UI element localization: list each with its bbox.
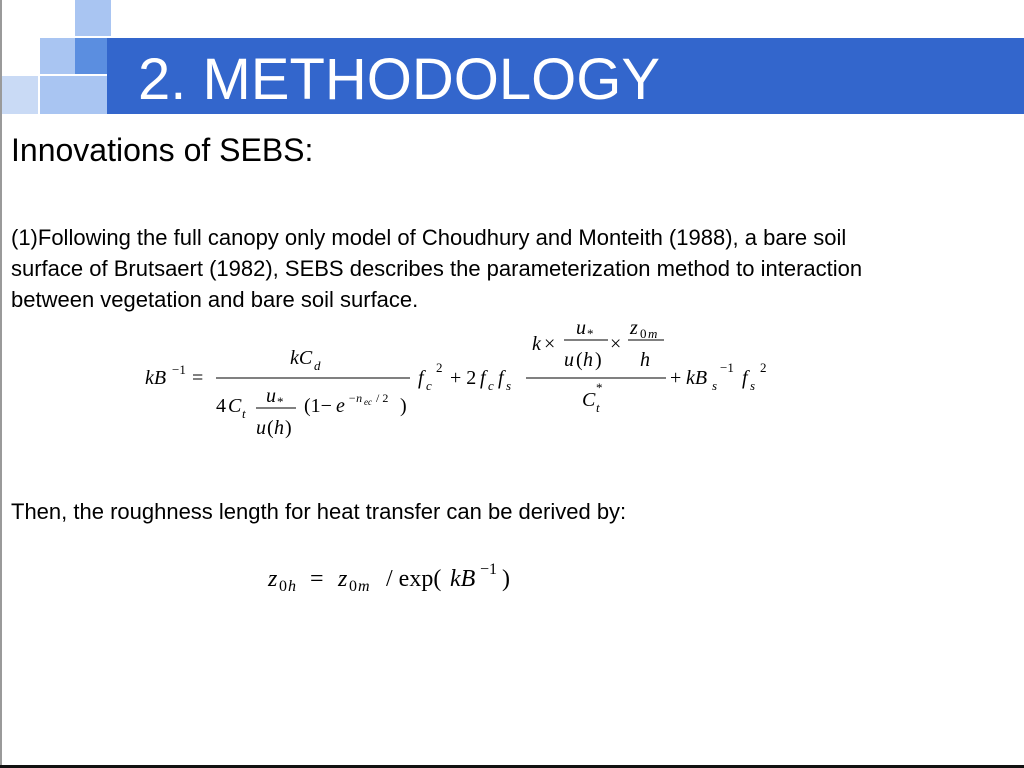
decor-square — [75, 0, 111, 36]
decor-square — [75, 76, 108, 114]
slide-left-border — [0, 0, 2, 768]
body-text-then: Then, the roughness length for heat transfer can be derived by: — [11, 499, 627, 524]
svg-text:2: 2 — [760, 360, 767, 375]
svg-text:0: 0 — [640, 326, 647, 341]
svg-text:/ exp(: / exp( — [386, 566, 442, 592]
svg-text:C: C — [228, 395, 242, 417]
svg-text:=: = — [310, 566, 324, 592]
svg-text:s: s — [506, 378, 512, 393]
svg-text:s: s — [712, 378, 718, 393]
kb-inverse-equation — [140, 312, 780, 444]
svg-text:kB: kB — [145, 367, 167, 389]
svg-text:): ) — [400, 395, 407, 417]
decor-square — [40, 38, 76, 74]
svg-text:u: u — [266, 385, 276, 407]
svg-text:+ 2: + 2 — [450, 367, 477, 389]
decor-square — [75, 38, 108, 74]
svg-text:h: h — [274, 417, 284, 439]
svg-text:f: f — [498, 367, 504, 389]
svg-text:u: u — [256, 417, 266, 439]
svg-text:×: × — [544, 333, 556, 355]
slide-title: 2. METHODOLOGY — [138, 47, 661, 112]
svg-text:−1: −1 — [480, 561, 498, 578]
svg-text:d: d — [314, 358, 321, 373]
svg-text:h: h — [583, 349, 593, 371]
svg-text:e: e — [336, 395, 345, 417]
svg-text:s: s — [750, 378, 756, 393]
svg-text:kB: kB — [450, 566, 476, 592]
svg-text:2: 2 — [436, 360, 443, 375]
paragraph-line: between vegetation and bare soil surface. — [11, 287, 419, 312]
svg-text:*: * — [277, 394, 284, 409]
svg-text:ec: ec — [364, 397, 372, 407]
svg-text:z: z — [630, 317, 638, 339]
svg-text:z: z — [268, 566, 278, 592]
decor-square — [40, 76, 76, 114]
svg-text:): ) — [285, 417, 292, 439]
svg-text:=: = — [192, 367, 204, 389]
svg-text:×: × — [610, 333, 622, 355]
svg-text:kB: kB — [686, 367, 708, 389]
svg-text:C: C — [582, 389, 596, 411]
svg-text:t: t — [242, 406, 246, 421]
svg-text:f: f — [418, 367, 424, 389]
svg-text:k: k — [532, 333, 541, 355]
paragraph-line: surface of Brutsaert (1982), SEBS describes the parameterization method to interaction — [11, 256, 863, 281]
svg-text:4: 4 — [216, 395, 226, 417]
svg-text:(: ( — [576, 349, 583, 371]
svg-text:−n: −n — [348, 391, 363, 405]
svg-text:(: ( — [267, 417, 274, 439]
svg-text:*: * — [587, 326, 594, 341]
svg-text:+: + — [670, 367, 682, 389]
svg-text:m: m — [358, 578, 370, 595]
svg-text:h: h — [288, 578, 296, 595]
body-paragraph — [11, 222, 1016, 315]
svg-text:*: * — [596, 380, 603, 395]
svg-text:−1: −1 — [172, 362, 186, 377]
svg-text:u: u — [564, 349, 574, 371]
svg-text:c: c — [426, 378, 432, 393]
svg-text:0: 0 — [349, 578, 357, 595]
svg-text:m: m — [648, 326, 658, 341]
decor-square — [2, 76, 38, 114]
svg-text:c: c — [488, 378, 494, 393]
paragraph-line: (1)Following the full canopy only model of Choudhury and Monteith (1988), a bare soil — [11, 225, 847, 250]
svg-text:0: 0 — [279, 578, 287, 595]
svg-text:z: z — [338, 566, 348, 592]
svg-text:t: t — [596, 400, 600, 415]
svg-text:/ 2: / 2 — [376, 391, 389, 405]
svg-text:h: h — [640, 349, 650, 371]
svg-text:f: f — [742, 367, 748, 389]
svg-text:−1: −1 — [720, 360, 734, 375]
svg-text:kC: kC — [290, 347, 313, 369]
z0h-equation — [266, 556, 546, 600]
svg-text:f: f — [480, 367, 486, 389]
svg-text:): ) — [595, 349, 602, 371]
svg-text:(1−: (1− — [304, 395, 332, 417]
svg-text:): ) — [502, 566, 510, 592]
section-heading: Innovations of SEBS: — [11, 132, 314, 168]
svg-text:u: u — [576, 317, 586, 339]
